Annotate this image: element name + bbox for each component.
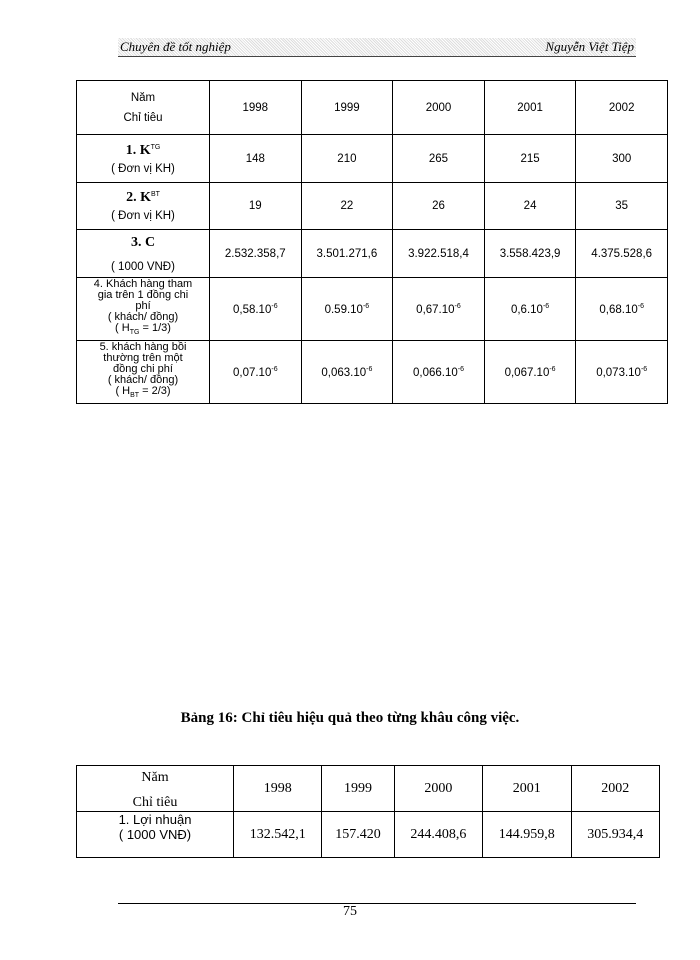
value-cell: $0,067.10^{-6}$ <box>484 341 576 404</box>
value-cell: $0,67.10^{-6}$ <box>393 278 485 341</box>
value-cell: $0,066.10^{-6}$ <box>393 341 485 404</box>
label-h-sub: TG <box>129 329 140 337</box>
year-cell: 1999 <box>301 81 393 135</box>
label-line: gia trên 1 đồng chi <box>97 289 189 302</box>
value-cell: 3.501.271,6 <box>301 230 393 278</box>
row-label <box>77 278 210 341</box>
table-caption: Bảng 16: Chỉ tiêu hiệu quả theo từng khâu công việc. <box>180 710 520 726</box>
value-cell: 244.408,6 <box>394 812 482 858</box>
row-label <box>77 812 234 858</box>
table-row <box>77 183 668 230</box>
table-row <box>77 341 668 404</box>
row-label <box>77 230 210 278</box>
table-header-row <box>77 81 668 135</box>
label-h: ( H <box>115 322 130 335</box>
table-row <box>77 135 668 183</box>
row-label <box>77 341 210 404</box>
label-sub: ( 1000 VNĐ) <box>111 260 175 273</box>
label-line: ( khách/ đồng) <box>107 374 179 387</box>
year-cell: 2001 <box>484 81 576 135</box>
label-line: 4. Khách hàng tham <box>93 278 193 291</box>
label-sup: TG <box>150 143 161 151</box>
value-cell: $0,58.10^{-6}$ <box>210 278 302 341</box>
year-cell: 2000 <box>394 766 482 812</box>
value-cell: 210 <box>301 135 393 183</box>
label-h-sub: BT <box>130 392 140 400</box>
label-line: phí <box>135 300 151 313</box>
label-sub: ( Đơn vị KH) <box>111 210 175 222</box>
year-cell: 2001 <box>483 766 571 812</box>
value-cell: 24 <box>484 183 576 230</box>
label-line: ( khách/ đồng) <box>107 311 179 324</box>
label-main: 1. K <box>125 142 151 158</box>
year-cell: 2002 <box>576 81 668 135</box>
value-cell: 22 <box>301 183 393 230</box>
label-sub: ( Đơn vị KH) <box>111 162 175 175</box>
value-cell: $0,07.10^{-6}$ <box>210 341 302 404</box>
value-cell: 215 <box>484 135 576 183</box>
corner-cell <box>77 81 210 135</box>
label-main: 3. C <box>130 234 156 250</box>
value-cell: $0,68.10^{-6}$ <box>576 278 668 341</box>
value-cell: 148 <box>210 135 302 183</box>
year-cell: 1999 <box>322 766 394 812</box>
data-table-1 <box>76 80 668 404</box>
table-row <box>77 230 668 278</box>
value-cell: 305.934,4 <box>571 812 659 858</box>
year-cell: 2000 <box>393 81 485 135</box>
table-header-row <box>77 766 660 812</box>
year-cell: 1998 <box>234 766 322 812</box>
value-cell: 132.542,1 <box>234 812 322 858</box>
corner-top: Năm <box>141 769 169 785</box>
value-cell: 35 <box>576 183 668 230</box>
year-cell: 2002 <box>571 766 659 812</box>
corner-top: Năm <box>130 91 156 104</box>
label-line: thường trên một <box>103 352 183 365</box>
table-row <box>77 278 668 341</box>
page-number: 75 <box>343 904 357 919</box>
value-cell: $0,063.10^{-6}$ <box>301 341 393 404</box>
value-cell: 144.959,8 <box>483 812 571 858</box>
table-row <box>77 812 660 858</box>
data-table-2 <box>76 765 660 858</box>
row-label <box>77 183 210 230</box>
value-cell: 265 <box>393 135 485 183</box>
label-line: ( 1000 VNĐ) <box>118 827 192 842</box>
value-cell: 157.420 <box>322 812 394 858</box>
corner-bottom: Chỉ tiêu <box>132 794 178 810</box>
label-h-end: = 1/3) <box>139 322 171 335</box>
value-cell: 19 <box>210 183 302 230</box>
corner-cell <box>77 766 234 812</box>
label-line: 5. khách hàng bồi <box>99 341 187 354</box>
label-h-end: = 2/3) <box>139 385 171 398</box>
label-sup: BT <box>150 191 160 199</box>
row-label <box>77 135 210 183</box>
corner-bottom: Chỉ tiêu <box>123 111 163 124</box>
label-line: 1. Lợi nhuận <box>118 812 192 827</box>
header-left: Chuyên đề tốt nghiệp <box>120 39 231 54</box>
page-header <box>118 38 636 57</box>
value-cell: 3.922.518,4 <box>393 230 485 278</box>
value-cell: $0,073.10^{-6}$ <box>576 341 668 404</box>
header-right: Nguyễn Việt Tiệp <box>545 39 634 54</box>
label-h: ( H <box>115 385 131 398</box>
label-line: đồng chi phí <box>113 363 173 376</box>
value-cell: $0,6.10^{-6}$ <box>484 278 576 341</box>
value-cell: 4.375.528,6 <box>576 230 668 278</box>
value-cell: 3.558.423,9 <box>484 230 576 278</box>
label-main: 2. K <box>126 190 151 205</box>
value-cell: 300 <box>576 135 668 183</box>
value-cell: 26 <box>393 183 485 230</box>
value-cell: 2.532.358,7 <box>210 230 302 278</box>
year-cell: 1998 <box>210 81 302 135</box>
value-cell: $0.59.10^{-6}$ <box>301 278 393 341</box>
